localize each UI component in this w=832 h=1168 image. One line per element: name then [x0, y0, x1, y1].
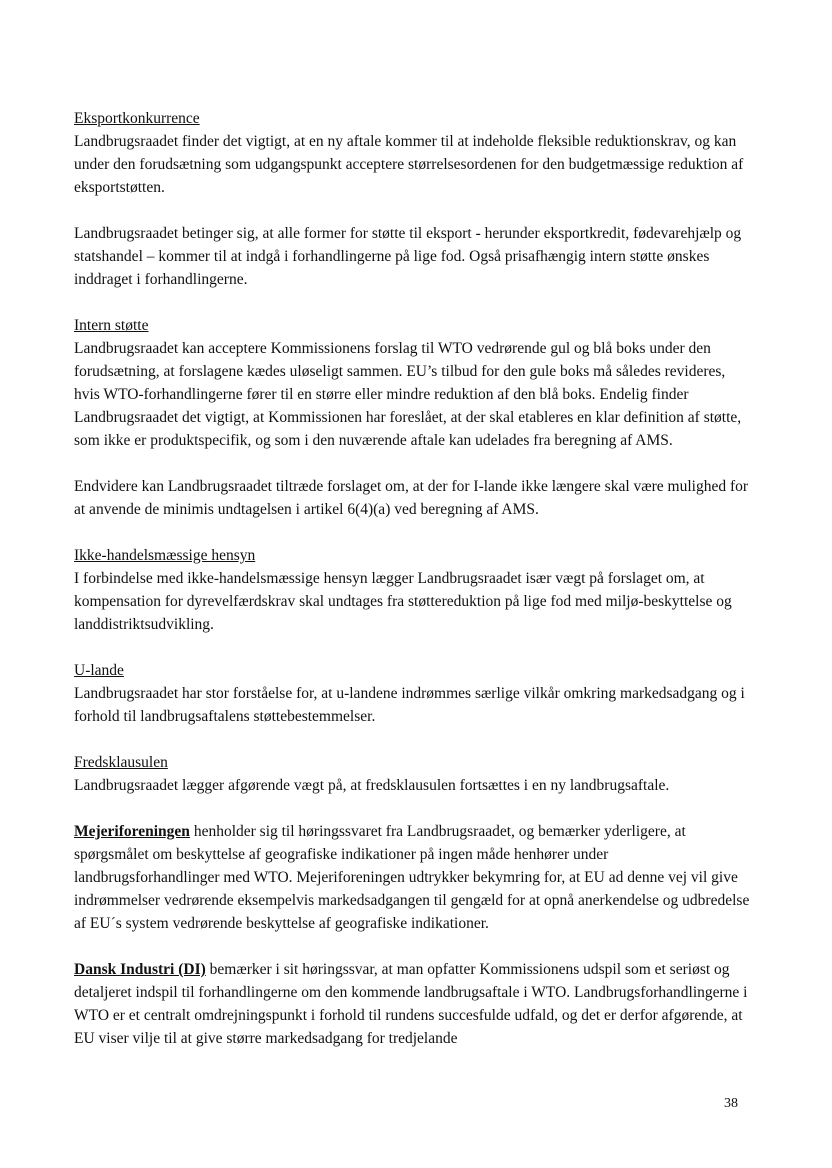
document-body — [74, 107, 754, 1050]
paragraph: Landbrugsraadet betinger sig, at alle former for støtte til eksport - herunder eksportkredit, fødevarehjælp og statshandel – kommer til at indgå i forhandlingerne på lige fod. Også prisafhængig intern støtte ønskes inddraget i forhandlingerne. — [74, 225, 742, 288]
section-heading: Intern støtte — [74, 317, 149, 334]
paragraph: Landbrugsraadet finder det vigtigt, at en ny aftale kommer til at indeholde fleksible reduktionskrav, og kan under den forudsætning som udgangspunkt acceptere størrelsesordenen for den budgetmæssige reduktion af eksportstøtten. — [74, 133, 744, 196]
section-heading: Fredsklausulen — [74, 754, 168, 771]
section-u-lande — [74, 659, 754, 728]
paragraph: Landbrugsraadet kan acceptere Kommissionens forslag til WTO vedrørende gul og blå boks under den forudsætning, at forslagene kædes uløseligt sammen. EU’s tilbud for den gule boks må således revideres, hvis WTO-forhandlingerne fører til en større eller mindre reduktion af den blå boks. Endelig finder Landbrugsraadet det vigtigt, at Kommissionen har foreslået, at der skal etableres en klar definition af støtte, som ikke er produktspecifik, og som i den nuværende aftale kan udelades fra beregning af AMS. — [74, 340, 742, 449]
paragraph: Endvidere kan Landbrugsraadet tiltræde forslaget om, at der for I-lande ikke længere skal være mulighed for at anvende de minimis undtagelsen i artikel 6(4)(a) ved beregning af AMS. — [74, 478, 749, 518]
organization-name: Dansk Industri (DI) — [74, 961, 206, 978]
section-heading: Eksportkonkurrence — [74, 110, 200, 127]
page-number: 38 — [724, 1096, 738, 1111]
section-heading: U-lande — [74, 662, 124, 679]
paragraph: Landbrugsraadet har stor forståelse for, at u-landene indrømmes særlige vilkår omkring markedsadgang og i forhold til landbrugsaftalens støttebestemmelser. — [74, 685, 745, 725]
dansk-industri-paragraph — [74, 958, 754, 1050]
mejeriforeningen-paragraph — [74, 820, 754, 935]
section-intern-stotte — [74, 314, 754, 521]
paragraph: Landbrugsraadet lægger afgørende vægt på, at fredsklausulen fortsættes i en ny landbrugsaftale. — [74, 777, 670, 794]
paragraph: I forbindelse med ikke-handelsmæssige hensyn lægger Landbrugsraadet især vægt på forslaget om, at kompensation for dyrevelfærdskrav skal undtages fra støttereduktion på lige fod med miljø-beskyttelse og landdistriktsudvikling. — [74, 570, 732, 633]
paragraph-text: henholder sig til høringssvaret fra Landbrugsraadet, og bemærker yderligere, at spørgsmålet om beskyttelse af geografiske indikationer på ingen måde henhører under landbrugsforhandlinger med WTO. Mejeriforeningen udtrykker bekymring for, at EU ad denne vej vil give indrømmelser vedrørende eksempelvis markedsadgangen til gengæld for at opnå anerkendelse og udbredelse af EU´s system vedrørende beskyttelse af geografiske indikationer. — [74, 823, 750, 932]
section-fredsklausulen — [74, 751, 754, 797]
organization-name: Mejeriforeningen — [74, 823, 190, 840]
section-ikke-handelsmaessige-hensyn — [74, 544, 754, 636]
section-heading: Ikke-handelsmæssige hensyn — [74, 547, 256, 564]
paragraph-text: bemærker i sit høringssvar, at man opfatter Kommissionens udspil som et seriøst og detaljeret indspil til forhandlingerne om den kommende landbrugsaftale i WTO. Landbrugsforhandlingerne i WTO er et centralt omdrejningspunkt i forhold til rundens succesfulde udfald, og det er derfor afgørende, at EU viser vilje til at give større markedsadgang for tredjelande — [74, 961, 748, 1047]
section-eksportkonkurrence — [74, 107, 754, 291]
